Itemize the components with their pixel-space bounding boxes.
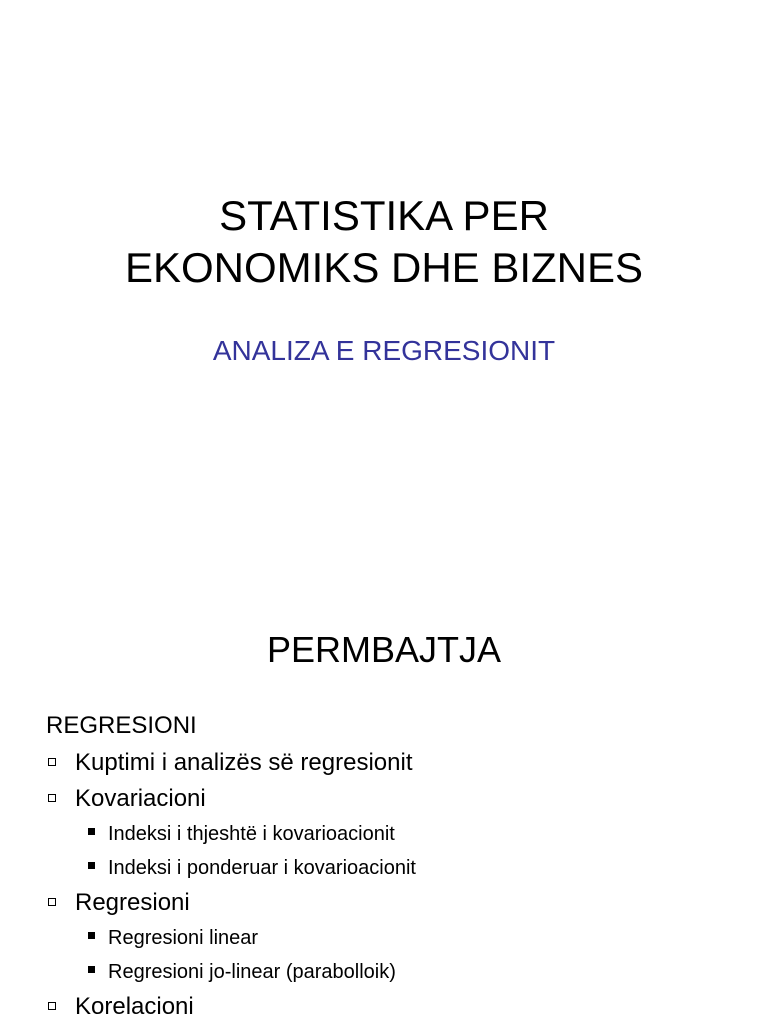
outline-list bbox=[46, 745, 746, 1025]
outline-item-label: Kovariacioni bbox=[75, 785, 206, 812]
outline-subitem bbox=[46, 921, 746, 955]
contents-title: PERMBAJTJA bbox=[266, 629, 502, 670]
outline-item-label: Korelacioni bbox=[75, 993, 194, 1020]
outline-subitem-label: Indeksi i thjeshtë i kovarioacionit bbox=[108, 823, 395, 845]
filled-square-bullet-icon bbox=[88, 966, 95, 973]
outline-subitem bbox=[46, 851, 746, 885]
hollow-square-bullet-icon bbox=[48, 1002, 56, 1010]
outline-item bbox=[46, 989, 746, 1025]
outline-item-label: Kuptimi i analizës së regresionit bbox=[75, 749, 413, 776]
outline-subitem-label: Indeksi i ponderuar i kovarioacionit bbox=[108, 857, 416, 879]
hollow-square-bullet-icon bbox=[48, 898, 56, 906]
slide-subtitle: ANALIZA E REGRESIONIT bbox=[212, 335, 556, 366]
slide-title bbox=[0, 190, 768, 294]
filled-square-bullet-icon bbox=[88, 862, 95, 869]
outline-subitem bbox=[46, 817, 746, 851]
filled-square-bullet-icon bbox=[88, 932, 95, 939]
hollow-square-bullet-icon bbox=[48, 758, 56, 766]
outline-subitem-label: Regresioni linear bbox=[108, 927, 259, 949]
outline-item bbox=[46, 745, 746, 781]
outline-item bbox=[46, 885, 746, 921]
hollow-square-bullet-icon bbox=[48, 794, 56, 802]
contents-outline bbox=[46, 707, 746, 1025]
outline-heading: REGRESIONI bbox=[46, 712, 197, 739]
outline-item-label: Regresioni bbox=[75, 889, 190, 916]
slide-title-line-1: STATISTIKA PER bbox=[219, 192, 549, 239]
outline-subitem-label: Regresioni jo-linear (parabolloik) bbox=[108, 961, 396, 983]
outline-item bbox=[46, 781, 746, 817]
filled-square-bullet-icon bbox=[88, 828, 95, 835]
slide-title-line-2: EKONOMIKS DHE BIZNES bbox=[124, 244, 644, 291]
outline-subitem bbox=[46, 955, 746, 989]
